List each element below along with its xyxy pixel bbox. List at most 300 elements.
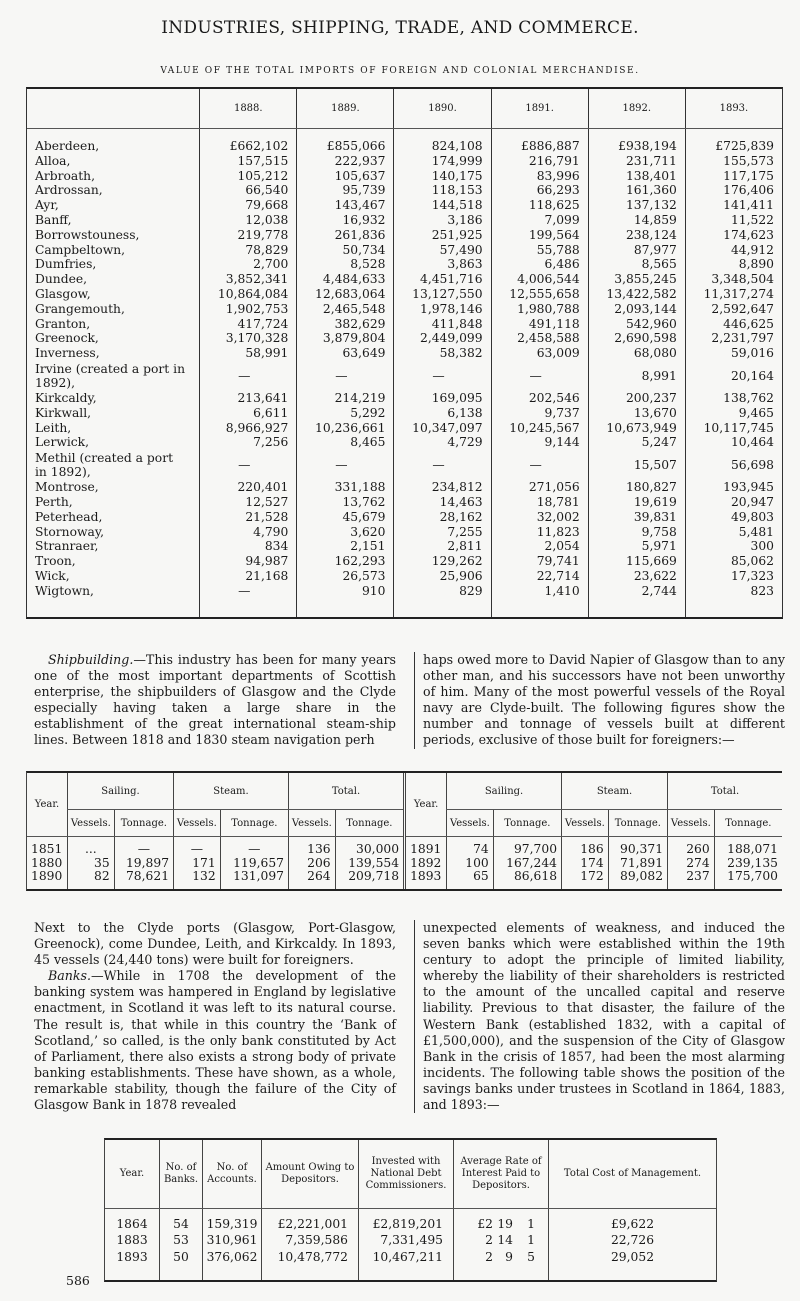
year-cell: 1893	[405, 870, 447, 889]
savings-bank-row	[105, 1249, 716, 1280]
steam-v-cell: 132	[174, 870, 221, 889]
port-name: Irvine (created a port in 1892),	[35, 361, 185, 390]
import-value: 2,151	[297, 539, 394, 554]
steam-v-cell: 174	[562, 857, 609, 871]
import-value: 382,629	[297, 317, 394, 332]
management-cost-cell: 22,726	[549, 1232, 717, 1248]
total-t-cell: 239,135	[714, 857, 782, 871]
tonnage-subheader: Tonnage.	[608, 810, 667, 837]
import-value: 3,879,804	[297, 331, 394, 346]
import-value: 331,188	[297, 480, 394, 495]
port-name: Greenock,	[35, 331, 99, 346]
vessels-subheader: Vessels.	[668, 810, 715, 837]
sail-t-cell: 97,700	[493, 837, 561, 857]
port-name: Montrose,	[35, 480, 99, 495]
import-value: 8,991	[588, 361, 685, 391]
import-value: 5,971	[588, 539, 685, 554]
imports-table-row	[27, 154, 782, 169]
import-value: £855,066	[297, 129, 394, 154]
import-value: 4,484,633	[297, 272, 394, 287]
import-value: 11,522	[685, 213, 782, 228]
import-value: 12,038	[200, 213, 297, 228]
import-value: 25,906	[394, 569, 491, 584]
import-value: 5,292	[297, 406, 394, 421]
import-value: 87,977	[588, 243, 685, 258]
vessels-subheader: Vessels.	[68, 810, 115, 837]
year-column-header: 1890.	[394, 89, 491, 129]
import-value: 66,293	[491, 183, 588, 198]
imports-table-row	[27, 302, 782, 317]
port-name: Stornoway,	[35, 524, 105, 539]
import-value: 193,945	[685, 480, 782, 495]
invested-cell: £2,819,201	[359, 1209, 454, 1233]
import-value: 3,186	[394, 213, 491, 228]
import-value: 18,781	[491, 495, 588, 510]
page-number: 586	[66, 1273, 90, 1288]
sail-v-cell: ...	[68, 837, 115, 857]
imports-table	[26, 87, 783, 619]
sailing-header: Sailing.	[447, 773, 562, 810]
imports-table-row	[27, 525, 782, 540]
import-value: 68,080	[588, 346, 685, 361]
import-value: 58,991	[200, 346, 297, 361]
import-value: 79,668	[200, 198, 297, 213]
import-value: —	[491, 361, 588, 391]
import-value: 22,714	[491, 569, 588, 584]
imports-table-row	[27, 346, 782, 361]
invested-cell: 7,331,495	[359, 1232, 454, 1248]
import-value: 238,124	[588, 228, 685, 243]
import-value: 79,741	[491, 554, 588, 569]
port-name: Dundee,	[35, 272, 88, 287]
import-value: 26,573	[297, 569, 394, 584]
year-column-header: 1892.	[588, 89, 685, 129]
rate-part: £2	[477, 1217, 493, 1231]
import-value: 58,382	[394, 346, 491, 361]
owing-cell: 7,359,586	[262, 1232, 359, 1248]
management-cost-header: Total Cost of Management.	[549, 1140, 717, 1209]
import-value: 2,744	[588, 584, 685, 617]
sail-v-cell: 74	[447, 837, 494, 857]
imports-table-row	[27, 129, 782, 154]
management-cost-cell: £9,622	[549, 1209, 717, 1233]
imports-table-row	[27, 287, 782, 302]
import-value: £662,102	[200, 129, 297, 154]
import-value: 140,175	[394, 169, 491, 184]
import-value: 10,245,567	[491, 421, 588, 436]
import-value: 176,406	[685, 183, 782, 198]
port-name: Alloa,	[35, 153, 71, 168]
shipbuilding-row	[27, 857, 782, 871]
import-value: 9,144	[491, 435, 588, 450]
vessels-subheader: Vessels.	[174, 810, 221, 837]
shipbuilding-row	[27, 870, 782, 889]
import-value: 3,863	[394, 257, 491, 272]
imports-table-row	[27, 510, 782, 525]
import-value: 4,451,716	[394, 272, 491, 287]
port-name: Granton,	[35, 316, 91, 331]
import-value: £725,839	[685, 129, 782, 154]
import-value: 213,641	[200, 391, 297, 406]
import-value: 28,162	[394, 510, 491, 525]
import-value: 2,093,144	[588, 302, 685, 317]
import-value: 9,737	[491, 406, 588, 421]
total-t-cell: 30,000	[335, 837, 404, 857]
imports-table-row	[27, 495, 782, 510]
import-value: 910	[297, 584, 394, 617]
imports-table-row	[27, 243, 782, 258]
shipbuilding-right-lead: haps owed more to David Napier of Glasgow than to	[423, 652, 759, 667]
year-cell: 1880	[31, 855, 63, 870]
import-value: 7,099	[491, 213, 588, 228]
imports-table-row	[27, 228, 782, 243]
banks-count-cell: 50	[160, 1249, 203, 1280]
sailing-header: Sailing.	[68, 773, 174, 810]
port-name: Grangemouth,	[35, 301, 125, 316]
banks-count-header: No. of Banks.	[160, 1140, 203, 1209]
import-value: 231,711	[588, 154, 685, 169]
rate-part: 19	[497, 1217, 513, 1231]
import-value: 180,827	[588, 480, 685, 495]
import-value: 129,262	[394, 554, 491, 569]
import-value: 9,465	[685, 406, 782, 421]
steam-t-cell: 119,657	[220, 857, 288, 871]
import-value: 446,625	[685, 317, 782, 332]
imports-table-row	[27, 584, 782, 617]
import-value: 11,317,274	[685, 287, 782, 302]
import-value: 50,734	[297, 243, 394, 258]
import-value: 63,009	[491, 346, 588, 361]
sail-v-cell: 100	[447, 857, 494, 871]
import-value: 8,966,927	[200, 421, 297, 436]
tonnage-subheader: Tonnage.	[220, 810, 288, 837]
import-value: 49,803	[685, 510, 782, 525]
sail-t-cell: 19,897	[114, 857, 173, 871]
import-value: 105,212	[200, 169, 297, 184]
import-value: 6,486	[491, 257, 588, 272]
rate-part: 2	[485, 1233, 493, 1248]
total-v-cell: 260	[668, 837, 715, 857]
import-value: 83,996	[491, 169, 588, 184]
imports-table-row	[27, 213, 782, 228]
import-value: 8,528	[297, 257, 394, 272]
port-name: Stranraer,	[35, 539, 99, 554]
year-cell: 1892	[405, 857, 447, 871]
import-value: 10,673,949	[588, 421, 685, 436]
total-header: Total.	[668, 773, 782, 810]
port-name: Ayr,	[35, 198, 59, 213]
shipbuilding-left-column	[34, 652, 396, 749]
import-value: 59,016	[685, 346, 782, 361]
total-v-cell: 237	[668, 870, 715, 889]
import-value: 141,411	[685, 198, 782, 213]
clyde-ports-paragraph: Next to the Clyde ports (Glasgow, Port-Glasgow, Greenock), come Dundee, Leith, and Kirkcaldy. In 1893, 45 vessels (24,440 tons) were built for foreigners.	[34, 920, 396, 968]
sail-t-cell: 78,621	[114, 870, 173, 889]
sail-t-cell: 86,618	[493, 870, 561, 889]
year-cell: 1890	[31, 869, 63, 883]
year-column-header: 1888.	[200, 89, 297, 129]
import-value: 13,762	[297, 495, 394, 510]
import-value: 411,848	[394, 317, 491, 332]
owing-cell: £2,221,001	[262, 1209, 359, 1233]
port-name: Inverness,	[35, 346, 100, 361]
steam-v-cell: —	[174, 837, 221, 857]
import-value: 2,231,797	[685, 331, 782, 346]
port-name: Wigtown,	[35, 583, 94, 598]
import-value: 10,117,745	[685, 421, 782, 436]
import-value: 66,540	[200, 183, 297, 198]
import-value: 169,095	[394, 391, 491, 406]
import-value: 157,515	[200, 154, 297, 169]
import-value: 8,565	[588, 257, 685, 272]
year-column-header: 1893.	[685, 89, 782, 129]
steam-t-cell: 89,082	[608, 870, 667, 889]
savings-banks-table	[104, 1138, 717, 1282]
import-value: 214,219	[297, 391, 394, 406]
management-cost-cell: 29,052	[549, 1249, 717, 1280]
import-value: 542,960	[588, 317, 685, 332]
import-value: 14,859	[588, 213, 685, 228]
shipbuilding-right-text: any other man, and his successors have not been unworthy of him. Many of the most powerful vessels of the Royal navy are Clyde-built. The following figures show the number and tonnage of vessels built at different periods, exclusive of those built for foreigners:—	[423, 652, 785, 748]
import-value: 1,978,146	[394, 302, 491, 317]
import-value: 8,465	[297, 435, 394, 450]
imports-table-row	[27, 539, 782, 554]
import-value: 16,932	[297, 213, 394, 228]
import-value: 10,464	[685, 435, 782, 450]
import-value: 199,564	[491, 228, 588, 243]
imports-table-title: VALUE OF THE TOTAL IMPORTS OF FOREIGN AND COLONIAL MERCHANDISE.	[160, 66, 640, 76]
import-value: 115,669	[588, 554, 685, 569]
total-t-cell: 139,554	[335, 857, 404, 871]
import-value: 13,670	[588, 406, 685, 421]
import-value: 32,002	[491, 510, 588, 525]
import-value: 2,465,548	[297, 302, 394, 317]
rate-part: 9	[505, 1249, 513, 1264]
tonnage-subheader: Tonnage.	[114, 810, 173, 837]
import-value: 7,255	[394, 525, 491, 540]
import-value: 161,360	[588, 183, 685, 198]
port-name: Troon,	[35, 554, 76, 569]
import-value: 55,788	[491, 243, 588, 258]
year-header: Year.	[105, 1140, 160, 1209]
imports-table-row	[27, 272, 782, 287]
import-value: 7,256	[200, 435, 297, 450]
total-v-cell: 264	[288, 870, 335, 889]
import-value: —	[200, 450, 297, 480]
vessels-subheader: Vessels.	[447, 810, 494, 837]
year-cell: 1864	[116, 1217, 148, 1231]
import-value: 118,625	[491, 198, 588, 213]
imports-table-row	[27, 169, 782, 184]
import-value: —	[297, 361, 394, 391]
imports-table-row	[27, 198, 782, 213]
steam-v-cell: 172	[562, 870, 609, 889]
import-value: 823	[685, 584, 782, 617]
imports-table-row	[27, 450, 782, 480]
import-value: 824,108	[394, 129, 491, 154]
banks-heading: Banks.	[48, 968, 91, 984]
import-value: 174,999	[394, 154, 491, 169]
import-value: 15,507	[588, 450, 685, 480]
import-value: 3,348,504	[685, 272, 782, 287]
import-value: 8,890	[685, 257, 782, 272]
port-name: Campbeltown,	[35, 242, 126, 257]
import-value: 1,410	[491, 584, 588, 617]
accounts-cell: 310,961	[203, 1232, 262, 1248]
import-value: 417,724	[200, 317, 297, 332]
import-value: 491,118	[491, 317, 588, 332]
savings-bank-row	[105, 1209, 716, 1233]
year-column-header: 1891.	[491, 89, 588, 129]
port-name: Leith,	[35, 420, 72, 435]
import-value: 39,831	[588, 510, 685, 525]
steam-t-cell: 131,097	[220, 870, 288, 889]
import-value: 137,132	[588, 198, 685, 213]
rate-part: 14	[497, 1233, 513, 1248]
tonnage-subheader: Tonnage.	[493, 810, 561, 837]
vessels-subheader: Vessels.	[562, 810, 609, 837]
import-value: 10,236,661	[297, 421, 394, 436]
owing-cell: 10,478,772	[262, 1249, 359, 1280]
import-value: 138,762	[685, 391, 782, 406]
port-column-header	[27, 89, 200, 129]
import-value: 13,127,550	[394, 287, 491, 302]
interest-rate-header: Average Rate of Interest Paid to Depositors.	[454, 1140, 549, 1209]
imports-table-row	[27, 406, 782, 421]
sail-v-cell: 65	[447, 870, 494, 889]
import-value: 2,811	[394, 539, 491, 554]
import-value: 10,347,097	[394, 421, 491, 436]
imports-table-row	[27, 331, 782, 346]
total-t-cell: 209,718	[335, 870, 404, 889]
import-value: 20,947	[685, 495, 782, 510]
import-value: 3,170,328	[200, 331, 297, 346]
import-value: £886,887	[491, 129, 588, 154]
rate-part: 5	[527, 1249, 535, 1264]
import-value: 220,401	[200, 480, 297, 495]
import-value: 834	[200, 539, 297, 554]
import-value: 2,690,598	[588, 331, 685, 346]
import-value: 57,490	[394, 243, 491, 258]
imports-table-row	[27, 480, 782, 495]
import-value: 2,449,099	[394, 331, 491, 346]
steam-t-cell: 71,891	[608, 857, 667, 871]
import-value: 10,864,084	[200, 287, 297, 302]
imports-table-row	[27, 183, 782, 198]
import-value: 6,611	[200, 406, 297, 421]
import-value: 2,458,588	[491, 331, 588, 346]
banks-count-cell: 54	[160, 1209, 203, 1233]
import-value: 271,056	[491, 480, 588, 495]
import-value: 3,852,341	[200, 272, 297, 287]
import-value: 44,912	[685, 243, 782, 258]
import-value: 118,153	[394, 183, 491, 198]
import-value: —	[200, 584, 297, 617]
import-value: 20,164	[685, 361, 782, 391]
sail-v-cell: 82	[68, 870, 115, 889]
import-value: 155,573	[685, 154, 782, 169]
year-cell: 1851	[31, 842, 63, 856]
import-value: 105,637	[297, 169, 394, 184]
shipbuilding-row	[27, 837, 782, 857]
page-title: INDUSTRIES, SHIPPING, TRADE, AND COMMERCE.	[161, 18, 639, 38]
import-value: 78,829	[200, 243, 297, 258]
imports-table-row	[27, 361, 782, 391]
sail-t-cell: —	[114, 837, 173, 857]
year-cell: 1893	[116, 1249, 148, 1264]
import-value: 162,293	[297, 554, 394, 569]
import-value: 3,855,245	[588, 272, 685, 287]
import-value: 200,237	[588, 391, 685, 406]
import-value: —	[394, 450, 491, 480]
shipbuilding-right-column	[414, 652, 785, 749]
imports-table-row	[27, 421, 782, 436]
sail-t-cell: 167,244	[493, 857, 561, 871]
import-value: 11,823	[491, 525, 588, 540]
tonnage-subheader: Tonnage.	[335, 810, 404, 837]
port-name: Arbroath,	[35, 168, 96, 183]
import-value: 2,592,647	[685, 302, 782, 317]
banks-right-column	[414, 920, 785, 1113]
port-name: Kirkwall,	[35, 405, 92, 420]
import-value: 234,812	[394, 480, 491, 495]
rate-part: 1	[527, 1233, 535, 1248]
import-value: 3,620	[297, 525, 394, 540]
import-value: 17,323	[685, 569, 782, 584]
savings-bank-row	[105, 1232, 716, 1248]
imports-header-row	[27, 89, 782, 129]
import-value: 14,463	[394, 495, 491, 510]
port-name: Borrowstouness,	[35, 227, 140, 242]
import-value: 222,937	[297, 154, 394, 169]
import-value: 4,006,544	[491, 272, 588, 287]
steam-t-cell: —	[220, 837, 288, 857]
import-value: 261,836	[297, 228, 394, 243]
import-value: 63,649	[297, 346, 394, 361]
imports-table-row	[27, 257, 782, 272]
import-value: 94,987	[200, 554, 297, 569]
import-value: 219,778	[200, 228, 297, 243]
import-value: 56,698	[685, 450, 782, 480]
import-value: 174,623	[685, 228, 782, 243]
total-t-cell: 188,071	[714, 837, 782, 857]
interest-rate-cell	[454, 1249, 549, 1280]
accounts-cell: 376,062	[203, 1249, 262, 1280]
import-value: 12,555,658	[491, 287, 588, 302]
steam-header: Steam.	[562, 773, 668, 810]
port-name: Methil (created a port in 1892),	[35, 451, 174, 480]
import-value: 117,175	[685, 169, 782, 184]
port-name: Glasgow,	[35, 286, 91, 301]
import-value: 21,168	[200, 569, 297, 584]
port-name: Perth,	[35, 494, 73, 509]
import-value: 4,729	[394, 435, 491, 450]
imports-table-row	[27, 554, 782, 569]
accounts-cell: 159,319	[203, 1209, 262, 1233]
invested-header: Invested with National Debt Commissioners.	[359, 1140, 454, 1209]
vessels-subheader: Vessels.	[288, 810, 335, 837]
import-value: 251,925	[394, 228, 491, 243]
port-name: Dumfries,	[35, 257, 97, 272]
import-value: 4,790	[200, 525, 297, 540]
banks-left-text: —While in 1708 the development of the banking system was hampered in England by legislative enactment, in Scotland it was left to its natural course. The result is, that while in this country the ‘Bank of Scotland,’ so called, is the only bank constituted by Act of Parliament, there also exists a strong body of private banking establishments. These have shown, as a whole, remarkable stability, though the failure of the City of Glasgow Bank in 1878 revealed	[34, 968, 396, 1113]
total-v-cell: 274	[668, 857, 715, 871]
interest-rate-cell	[454, 1209, 549, 1233]
import-value: 5,481	[685, 525, 782, 540]
imports-table-row	[27, 569, 782, 584]
port-name: Banff,	[35, 212, 72, 227]
rate-part: 2	[485, 1249, 493, 1264]
